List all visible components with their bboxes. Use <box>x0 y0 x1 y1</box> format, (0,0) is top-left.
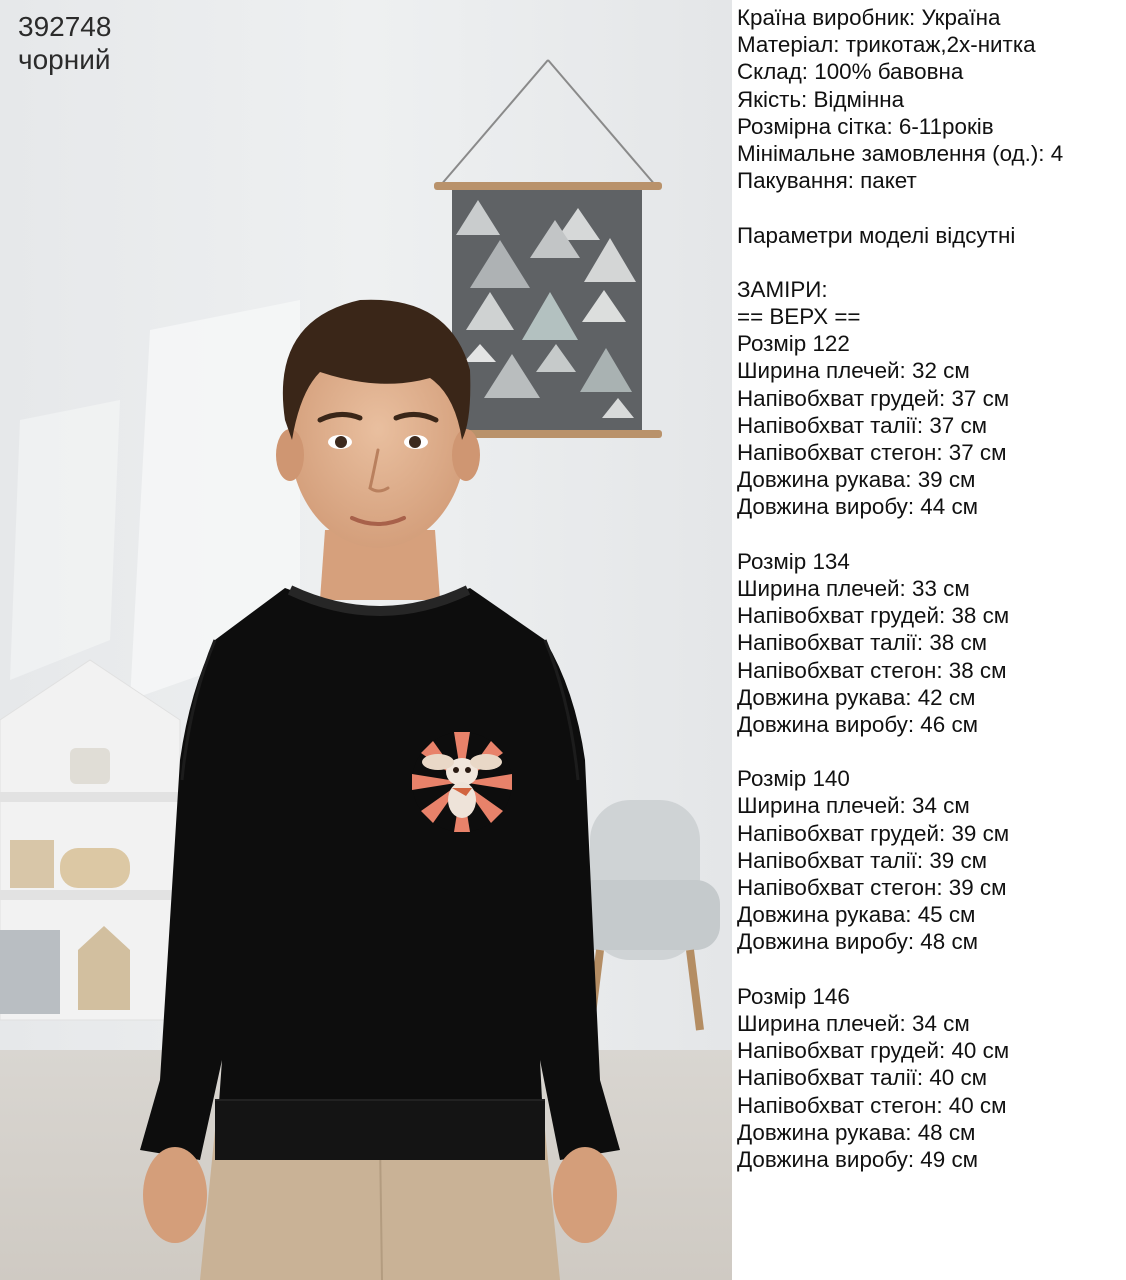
size-waist: Напівобхват талії: 39 см <box>737 847 988 873</box>
shelf-decor <box>0 660 180 1020</box>
size-length: Довжина виробу: 44 см <box>737 494 979 520</box>
size-title: Розмір 134 <box>737 548 850 574</box>
info-quality: Якість: Відмінна <box>737 86 905 112</box>
size-block-122 <box>737 330 1122 520</box>
size-shoulders: Ширина плечей: 33 см <box>737 575 970 601</box>
size-title: Розмір 122 <box>737 331 850 357</box>
size-block-140 <box>737 765 1122 955</box>
size-chest: Напівобхват грудей: 40 см <box>737 1038 1010 1064</box>
size-shoulders: Ширина плечей: 32 см <box>737 358 970 384</box>
product-info-panel <box>737 4 1122 1173</box>
info-material: Матеріал: трикотаж,2х-нитка <box>737 32 1036 58</box>
top-section-title: == ВЕРХ == <box>737 304 861 330</box>
size-length: Довжина виробу: 48 см <box>737 929 979 955</box>
size-block-134 <box>737 548 1122 738</box>
size-title: Розмір 146 <box>737 983 850 1009</box>
product-color: чорний <box>18 44 111 76</box>
size-waist: Напівобхват талії: 38 см <box>737 630 988 656</box>
size-hips: Напівобхват стегон: 38 см <box>737 657 1007 683</box>
size-sleeve: Довжина рукава: 48 см <box>737 1119 976 1145</box>
size-sleeve: Довжина рукава: 39 см <box>737 467 976 493</box>
info-min-order: Мінімальне замовлення (од.): 4 <box>737 140 1064 166</box>
size-sleeve: Довжина рукава: 42 см <box>737 684 976 710</box>
size-shoulders: Ширина плечей: 34 см <box>737 793 970 819</box>
size-waist: Напівобхват талії: 37 см <box>737 412 988 438</box>
size-length: Довжина виробу: 49 см <box>737 1146 979 1172</box>
info-size-range: Розмірна сітка: 6-11років <box>737 113 994 139</box>
size-hips: Напівобхват стегон: 40 см <box>737 1092 1007 1118</box>
product-sku: 392748 <box>18 11 112 42</box>
size-chest: Напівобхват грудей: 37 см <box>737 385 1010 411</box>
size-hips: Напівобхват стегон: 37 см <box>737 440 1007 465</box>
info-packaging: Пакування: пакет <box>737 168 917 194</box>
info-country: Країна виробник: Україна <box>737 5 1001 30</box>
size-block-146 <box>737 983 1122 1173</box>
size-chest: Напівобхват грудей: 39 см <box>737 820 1010 846</box>
gremlin-print <box>412 732 512 832</box>
info-model-params: Параметри моделі відсутні <box>737 222 1016 248</box>
measurements-title: ЗАМІРИ: <box>737 276 828 302</box>
size-shoulders: Ширина плечей: 34 см <box>737 1010 970 1036</box>
info-composition: Склад: 100% бавовна <box>737 59 964 85</box>
size-length: Довжина виробу: 46 см <box>737 711 979 737</box>
size-title: Розмір 140 <box>737 766 850 792</box>
size-chest: Напівобхват грудей: 38 см <box>737 603 1010 629</box>
size-hips: Напівобхват стегон: 39 см <box>737 875 1007 900</box>
size-sleeve: Довжина рукава: 45 см <box>737 902 976 928</box>
photo-overlay <box>18 10 111 76</box>
size-waist: Напівобхват талії: 40 см <box>737 1065 988 1091</box>
